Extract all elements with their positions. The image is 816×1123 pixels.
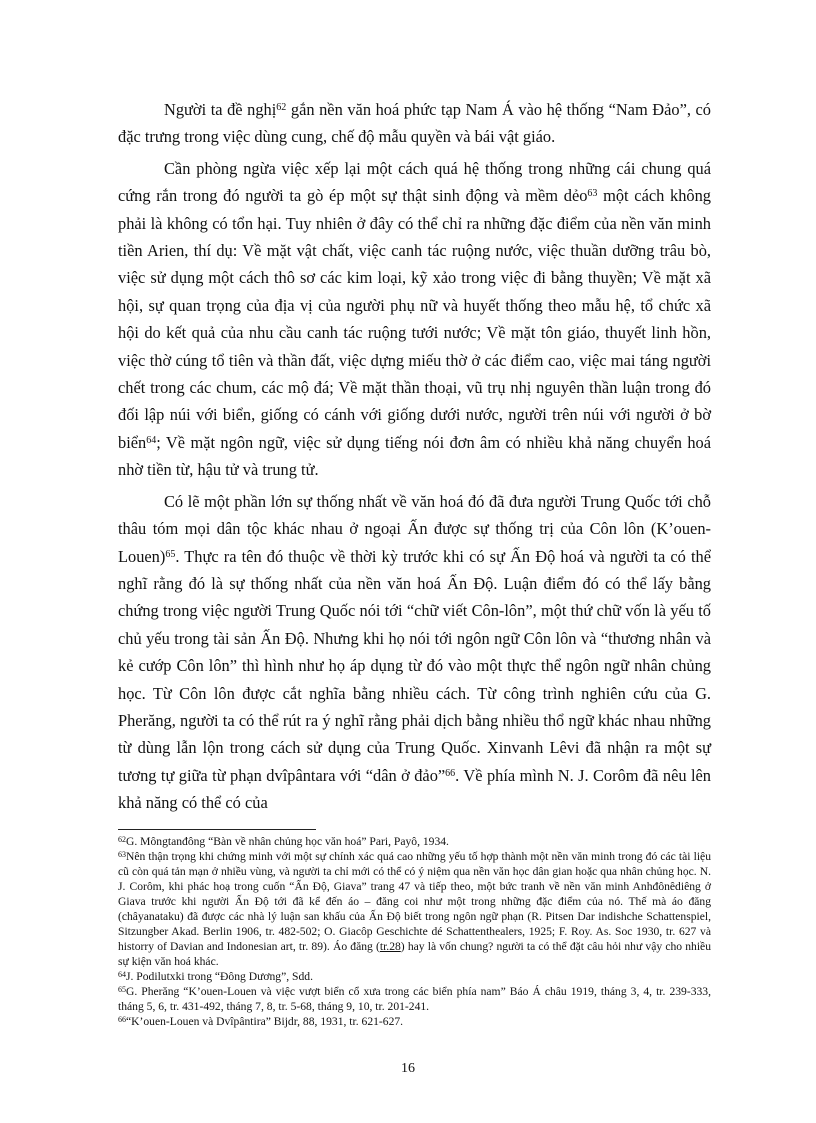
- footnote-marker: 65: [118, 984, 126, 994]
- footnotes: [118, 834, 711, 1029]
- footnote-reference[interactable]: 62: [276, 102, 287, 113]
- paragraph-text: Người ta đề nghị: [164, 100, 277, 119]
- footnote-marker: 63: [118, 849, 126, 859]
- footnote: [118, 984, 711, 1014]
- paragraph-text: gắn nền văn hoá phức tạp Nam Á vào hệ thống “Nam Đảo”, có đặc trưng trong việc dùng cung, chế độ mẫu quyền và bái vật giáo.: [118, 100, 711, 147]
- paragraph-text: . Thực ra tên đó thuộc về thời kỳ trước khi có sự Ấn Độ hoá và người ta có thể nghĩ rằng đó là sự thống nhất của nền văn hoá Ấn Độ. Luận điểm đó có thể lấy bằng chứng trong việc người Trung Quốc nói tới “chữ viết Côn-lôn”, một thứ chữ vốn là yếu tố chủ yếu trong tài sản Ấn Độ. Nhưng khi họ nói tới ngôn ngữ Côn lôn và “thương nhân và kẻ cướp Côn lôn” thì hình như họ áp dụng từ đó vào một thực thể ngôn ngữ nhân chủng học. Từ Côn lôn được cắt nghĩa bằng nhiều cách. Từ công trình nghiên cứu của G. Pherăng, người ta có thể rút ra ý nghĩ rằng phải dịch bằng nhiều thổ ngữ khác nhau những từ dùng lẫn lộn trong cách sử dụng của Trung Quốc. Xinvanh Lêvi đã nhận ra một sự tương tự giữa từ phạn dvîpântara với “dân ở đảo”: [118, 546, 711, 785]
- paragraph-text: một cách không phải là không có tổn hại. Tuy nhiên ở đây có thể chỉ ra những đặc điểm của nền văn minh tiền Arien, thí dụ: Về mặt vật chất, việc canh tác ruộng nước, việc thuần dưỡng trâu bò, việc sử dụng một cách thô sơ các kim loại, kỹ xảo trong việc đi bằng thuyền; Về mặt xã hội, sự quan trọng của địa vị của người phụ nữ và huyết thống theo mẫu hệ, tổ chức xã hội do kết quả của nhu cầu canh tác ruộng tưới nước; Về mặt tôn giáo, thuyết linh hồn, việc thờ cúng tổ tiên và thần đất, việc dựng miếu thờ ở các điểm cao, việc mai táng người chết trong các chum, các mộ đá; Về mặt thần thoại, vũ trụ nhị nguyên thần luận trong đó đối lập núi với biển, giống có cánh với giống dưới nước, người trên núi với người ở bờ biển: [118, 186, 711, 452]
- page-number: 16: [401, 1061, 415, 1076]
- footnote: [118, 969, 711, 984]
- footnote-marker: 64: [118, 969, 126, 979]
- document-page: [118, 96, 711, 1029]
- footnote-text: G. Môngtanđông “Bàn về nhân chủng học văn hoá” Pari, Payô, 1934.: [126, 834, 449, 848]
- footnote-reference[interactable]: 64: [146, 434, 157, 446]
- footnote-reference[interactable]: 66: [445, 767, 456, 779]
- footnote-text: J. Podilutxki trong “Đông Dương”, Sdd.: [126, 969, 313, 983]
- body-paragraph: [118, 155, 711, 484]
- footnote-reference[interactable]: 65: [165, 548, 176, 560]
- paragraph-text: Cần phòng ngừa việc xếp lại một cách quá hệ thống trong những cái chung quá cứng rắn trong đó người ta gò ép một sự thật sinh động và mềm dẻo: [118, 158, 711, 206]
- body-paragraph: [118, 96, 711, 151]
- footnote: [118, 1014, 711, 1029]
- footnote-marker: 66: [118, 1014, 126, 1024]
- paragraph-text: ; Về mặt ngôn ngữ, việc sử dụng tiếng nói đơn âm có nhiều khả năng chuyển hoá nhờ tiền từ, hậu tử và trung tử.: [118, 432, 711, 480]
- footnote-reference[interactable]: 63: [587, 188, 598, 200]
- footnote-marker: 62: [118, 834, 126, 844]
- paragraph-text: . Về phía mình N. J. Corôm đã nêu lên khả năng có thể có của: [118, 765, 711, 813]
- footnote: [118, 834, 711, 849]
- paragraph-text: Có lẽ một phần lớn sự thống nhất về văn hoá đó đã đưa người Trung Quốc tới chỗ thâu tóm mọi dân tộc khác nhau ở ngoại Ấn được sự thống trị của Côn lôn (K’ouen-Louen): [118, 491, 711, 566]
- footnote-text: ) hay là vốn chung? người ta có thể đặt câu hỏi như vậy cho nhiều sự kiện văn hoá khác.: [118, 939, 711, 968]
- footnote-text: G. Pherăng “K’ouen-Louen và việc vượt biển cổ xưa trong các biển phía nam” Báo Á châu 1919, tháng 3, 4, tr. 239-333, tháng 5, 6, tr. 431-492, tháng 7, 8, tr. 5-68, tháng 9, 10, tr. 201-241.: [118, 984, 711, 1013]
- footnote-separator: [118, 829, 316, 830]
- body-paragraph: [118, 488, 711, 817]
- footnote-text: Nên thận trọng khi chứng minh với một sự chính xác quá cao những yếu tố hợp thành một nền văn minh trong đó các tài liệu cũ còn quá tản mạn ở nhiều vùng, và người ta chỉ mới có thể có ý niệm qua nền văn học dân gian hoặc qua nhân chủng học. N. J. Corôm, khi phác hoạ trong cuốn “Ấn Độ, Giava” trang 47 và tiếp theo, một bức tranh về nền văn minh Anhđônêdiêng ở Giava trước khi người Ấn Độ tới đã kể đến áo – đăng coi như một trong những đặc điểm của nó. Thế mà áo đăng (châyanataku) đã được các nhà lý luận san khấu của Ấn Độ biết trong ngôn ngữ phạn (R. Pitsen Dar indishche Schattenspiel, Sitzungber Akad. Berlin 1906, tr. 482-502; O. Giacôp Geschichte dé Schattenthealers, 1925; F. Roy. As. Soc 1930, tr. 627 và historry of Davian and Indonesian art, tr. 89). Áo đăng (: [118, 849, 711, 953]
- footnote: [118, 849, 711, 969]
- footnote-text: “K’ouen-Louen và Dvîpântira” Bijdr, 88, 1931, tr. 621-627.: [126, 1014, 404, 1028]
- page-reference-link[interactable]: tr.28: [379, 939, 401, 953]
